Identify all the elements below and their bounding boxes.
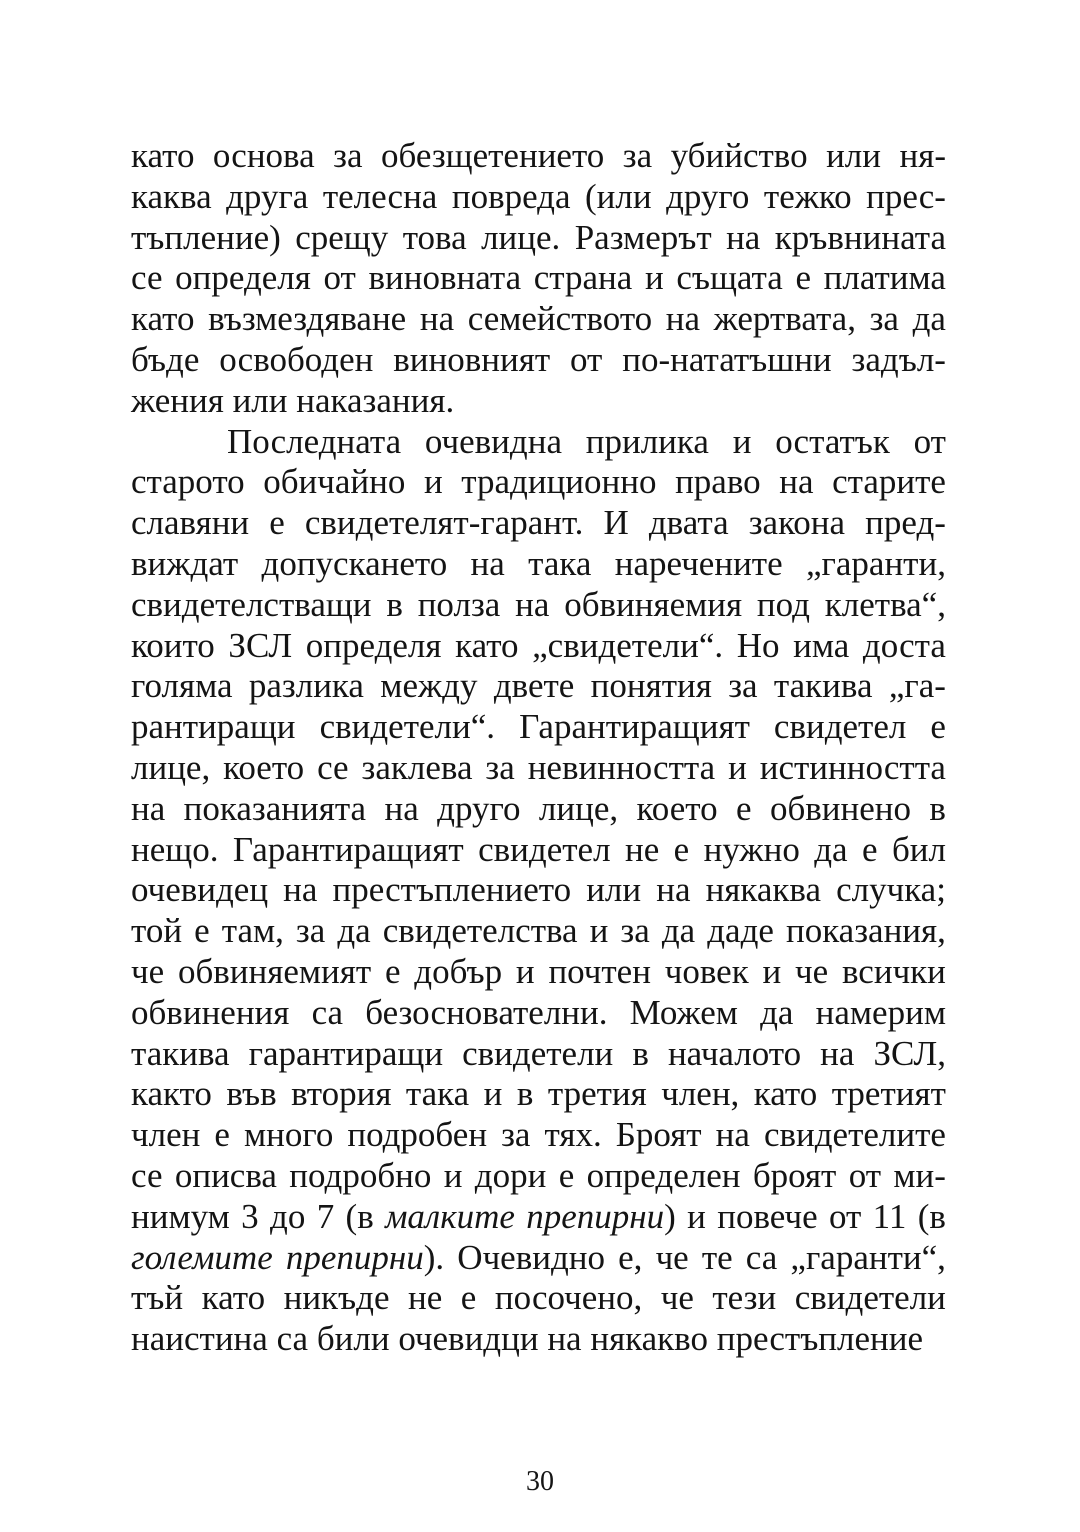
- text-line: [131, 789, 946, 830]
- text-line: [131, 911, 946, 952]
- word: които: [131, 625, 215, 665]
- word: тъй: [131, 1278, 184, 1318]
- word: бъде: [131, 339, 200, 379]
- word: друго: [437, 788, 521, 828]
- word: в: [632, 1033, 649, 1073]
- word: семейството: [467, 299, 653, 339]
- word: и: [589, 911, 609, 951]
- word: третият: [831, 1074, 946, 1114]
- word: по-нататъшни: [622, 339, 832, 379]
- word: показанията: [183, 788, 367, 828]
- word: че: [660, 1278, 694, 1318]
- word: началото: [667, 1033, 802, 1073]
- word: добър: [414, 951, 503, 991]
- word: посочено,: [494, 1278, 643, 1318]
- word: убийство: [670, 136, 808, 175]
- word: очевидци: [398, 1319, 539, 1359]
- word: свидетелите: [763, 1115, 946, 1155]
- text-line: [131, 544, 946, 585]
- word: и: [515, 951, 535, 991]
- word: в: [386, 584, 403, 624]
- word: член: [131, 1115, 201, 1155]
- word: от: [323, 258, 356, 298]
- word: или: [586, 870, 642, 910]
- word: ЗСЛ,: [873, 1033, 946, 1073]
- word: обезщетението: [381, 136, 605, 175]
- word: малките: [385, 1196, 515, 1236]
- word: на: [283, 870, 318, 910]
- word: жертвата,: [713, 299, 856, 339]
- text-line: [131, 1156, 946, 1197]
- word: на: [470, 543, 505, 583]
- word: е: [558, 1155, 575, 1195]
- word: много: [243, 1115, 334, 1155]
- word: дори: [474, 1155, 547, 1195]
- text-line: [131, 1074, 946, 1115]
- text-line: [131, 258, 946, 299]
- word: в: [929, 788, 946, 828]
- word: никъде: [283, 1278, 390, 1318]
- word: това: [402, 217, 467, 257]
- word: определя: [175, 258, 311, 298]
- word: истинността: [759, 747, 946, 787]
- text-line: [131, 422, 946, 463]
- word: същата: [676, 258, 783, 298]
- text-line: [131, 503, 946, 544]
- word: на: [820, 1033, 855, 1073]
- word: е: [269, 503, 285, 543]
- word: е: [795, 258, 812, 298]
- word: на: [419, 299, 455, 339]
- word: и: [644, 258, 664, 298]
- word: и: [483, 1074, 503, 1114]
- word: невинността: [527, 747, 716, 787]
- paragraph: [131, 136, 946, 422]
- word: те: [701, 1237, 733, 1277]
- word: втория: [291, 1074, 392, 1114]
- text-line: [131, 870, 946, 911]
- word: обвиняемият: [177, 951, 372, 991]
- text-line: [131, 177, 946, 218]
- word: задъл-: [851, 339, 946, 379]
- word: големите: [131, 1237, 273, 1277]
- word: право: [675, 462, 761, 502]
- word: срещу: [295, 217, 389, 257]
- word: и: [443, 1155, 463, 1195]
- word: даде: [707, 911, 774, 951]
- word: обвиняемия: [564, 584, 743, 624]
- word: „свидетели“.: [532, 625, 724, 665]
- word: престъпление: [716, 1319, 924, 1359]
- text-line: [131, 1278, 946, 1319]
- word: както: [131, 1074, 212, 1114]
- word: престъплението: [332, 870, 572, 910]
- word: намерим: [815, 992, 946, 1032]
- word: клетва“,: [824, 584, 946, 624]
- word: старото: [131, 462, 245, 502]
- word: на: [131, 788, 166, 828]
- word: да: [912, 299, 946, 339]
- word: свидетелстващи: [131, 584, 372, 624]
- text-line: [131, 1319, 946, 1360]
- word: почтен: [548, 951, 651, 991]
- word: тъпление): [131, 217, 281, 257]
- word: разлика: [248, 666, 364, 706]
- word: на: [547, 1319, 582, 1359]
- word: на: [726, 217, 761, 257]
- word: подробен: [347, 1115, 488, 1155]
- word: някаква: [705, 870, 822, 910]
- text-line: [131, 136, 946, 177]
- text-line: [131, 626, 946, 667]
- word: за: [728, 666, 758, 706]
- word: виждат: [131, 543, 239, 583]
- text-line: [131, 1238, 946, 1279]
- word: случка;: [836, 870, 946, 910]
- word: полза: [417, 584, 501, 624]
- word: традиционно: [461, 462, 657, 502]
- word: не: [408, 1278, 443, 1318]
- word: е: [862, 829, 878, 869]
- word: (в: [345, 1196, 374, 1236]
- word: Но: [736, 625, 780, 665]
- word: и: [728, 747, 747, 787]
- word: славяни: [131, 503, 250, 543]
- word: „га-: [888, 666, 946, 706]
- word: нужно: [703, 829, 800, 869]
- word: свидетелства: [382, 911, 578, 951]
- word: той: [131, 911, 183, 951]
- word: определя: [305, 625, 442, 665]
- word: описва: [174, 1155, 277, 1195]
- word: прилика: [585, 421, 709, 461]
- word: показания,: [785, 911, 946, 951]
- word: обичайно: [263, 462, 406, 502]
- word: свидетели: [794, 1278, 946, 1318]
- word: очевидна: [424, 421, 562, 461]
- word: препирни): [526, 1196, 676, 1236]
- word: доста: [862, 625, 946, 665]
- text-line: [131, 462, 946, 503]
- word: Броят: [615, 1115, 702, 1155]
- word: наречените: [614, 543, 783, 583]
- word: основа: [212, 136, 315, 175]
- word: каква: [131, 176, 212, 216]
- word: като: [131, 299, 195, 339]
- word: двете: [493, 666, 575, 706]
- word: че: [131, 951, 165, 991]
- word: (в: [917, 1196, 946, 1236]
- text-line: [131, 830, 946, 871]
- text-line: [131, 299, 946, 340]
- text-line: [131, 218, 946, 259]
- word: е,: [618, 1237, 643, 1277]
- word: друга: [226, 176, 309, 216]
- word: очевидец: [131, 870, 269, 910]
- word: има: [793, 625, 850, 665]
- word: и: [423, 462, 443, 502]
- word: телесна: [322, 176, 438, 216]
- word: жения: [131, 380, 224, 420]
- word: свидетели“.: [319, 707, 496, 747]
- word: бил: [891, 829, 946, 869]
- word: във: [226, 1074, 277, 1114]
- word: и: [732, 421, 752, 461]
- text-line: [131, 585, 946, 626]
- word: пред-: [865, 503, 946, 543]
- word: „гаранти,: [805, 543, 946, 583]
- word: Последната: [227, 421, 402, 461]
- word: (или: [585, 176, 652, 216]
- word: тях.: [544, 1115, 602, 1155]
- word: член,: [661, 1074, 740, 1114]
- word: което: [636, 788, 718, 828]
- word: да: [760, 992, 794, 1032]
- word: голяма: [131, 666, 233, 706]
- word: възмездяване: [208, 299, 407, 339]
- word: от: [848, 1155, 882, 1195]
- word: което: [223, 747, 305, 787]
- word: на: [515, 584, 550, 624]
- word: и: [687, 1196, 706, 1236]
- text-line: [131, 707, 946, 748]
- word: и: [762, 951, 782, 991]
- word: за: [620, 911, 650, 951]
- word: прес-: [866, 176, 946, 216]
- word: гарантиращи: [248, 1033, 444, 1073]
- word: е: [214, 1115, 230, 1155]
- word: такива: [131, 1033, 230, 1073]
- word: нимум: [131, 1196, 230, 1236]
- word: свидетелят-гарант.: [304, 503, 584, 543]
- word: е: [735, 788, 752, 828]
- word: че: [795, 951, 829, 991]
- word: Размерът: [574, 217, 712, 257]
- word: е: [930, 707, 946, 747]
- word: на: [715, 1115, 750, 1155]
- word: човек: [664, 951, 749, 991]
- word: като: [455, 625, 519, 665]
- text-line: [131, 748, 946, 789]
- word: тежко: [763, 176, 852, 216]
- word: друго: [666, 176, 750, 216]
- text-line: [131, 381, 946, 422]
- text-line: [131, 666, 946, 707]
- word: платима: [823, 258, 946, 298]
- word: под: [756, 584, 810, 624]
- word: някакво: [590, 1319, 708, 1359]
- page-number: 30: [526, 1466, 554, 1497]
- word: да: [337, 911, 371, 951]
- word: такива: [773, 666, 873, 706]
- word: не: [624, 829, 660, 869]
- word: повече: [717, 1196, 818, 1236]
- word: понятия: [590, 666, 712, 706]
- text-line: [131, 1034, 946, 1075]
- word: 11: [872, 1196, 907, 1236]
- word: от: [570, 339, 603, 379]
- word: да: [661, 911, 696, 951]
- word: броят: [752, 1155, 837, 1195]
- word: така: [528, 543, 592, 583]
- text-line: [131, 1197, 946, 1238]
- word: допускането: [261, 543, 448, 583]
- word: за: [622, 136, 653, 175]
- word: се: [317, 747, 349, 787]
- word: там,: [221, 911, 284, 951]
- word: всички: [841, 951, 946, 991]
- word: И: [603, 503, 629, 543]
- word: е: [460, 1278, 477, 1318]
- word: за: [295, 911, 326, 951]
- word: свидетел: [478, 829, 611, 869]
- word: на: [779, 462, 814, 502]
- word: за: [869, 299, 899, 339]
- word: ня-: [899, 136, 946, 175]
- word: определен: [586, 1155, 741, 1195]
- word: заклева: [361, 747, 473, 787]
- word: е: [194, 911, 210, 951]
- word: старите: [832, 462, 946, 502]
- word: лице,: [538, 788, 619, 828]
- word: виновният: [393, 339, 551, 379]
- word: е: [673, 829, 690, 869]
- word: остатък: [775, 421, 890, 461]
- word: свидетели: [462, 1033, 614, 1073]
- word: наказания.: [296, 380, 455, 420]
- word: е: [384, 951, 401, 991]
- word: били: [316, 1319, 390, 1359]
- word: двата: [648, 503, 729, 543]
- word: за: [333, 136, 363, 175]
- word: освободен: [219, 339, 374, 379]
- word: Очевидно: [457, 1237, 606, 1277]
- word: виновната: [368, 258, 522, 298]
- word: на: [665, 299, 701, 339]
- word: Гарантиращият: [232, 829, 464, 869]
- word: ми-: [893, 1155, 946, 1195]
- word: свидетел: [773, 707, 907, 747]
- word: ЗСЛ: [228, 625, 293, 665]
- word: от: [913, 421, 946, 461]
- word: или: [826, 136, 881, 175]
- word: като: [201, 1278, 266, 1318]
- word: за: [485, 747, 515, 787]
- word: 3: [241, 1196, 259, 1236]
- word: от: [828, 1196, 862, 1236]
- word: лице,: [131, 747, 211, 787]
- word: че: [655, 1237, 689, 1277]
- word: препирни).: [285, 1237, 445, 1277]
- word: лице.: [481, 217, 561, 257]
- word: „гаранти“,: [790, 1237, 946, 1277]
- word: Гарантиращият: [519, 707, 750, 747]
- word: или: [232, 380, 288, 420]
- word: третия: [547, 1074, 647, 1114]
- word: обвинено: [769, 788, 911, 828]
- word: кръвнината: [774, 217, 946, 257]
- word: се: [131, 258, 163, 298]
- word: като: [753, 1074, 818, 1114]
- body-text: [131, 136, 946, 1360]
- word: са: [745, 1237, 778, 1277]
- word: като: [131, 136, 195, 175]
- word: закона: [748, 503, 846, 543]
- word: безоснователни.: [365, 992, 608, 1032]
- word: обвинения: [131, 992, 290, 1032]
- word: наистина: [131, 1319, 268, 1359]
- word: рантиращи: [131, 707, 296, 747]
- word: между: [380, 666, 478, 706]
- word: на: [384, 788, 419, 828]
- word: нещо.: [131, 829, 219, 869]
- word: страна: [533, 258, 633, 298]
- word: 7: [316, 1196, 335, 1236]
- word: Можем: [629, 992, 738, 1032]
- word: на: [656, 870, 691, 910]
- text-line: [131, 952, 946, 993]
- word: така: [405, 1074, 470, 1114]
- text-line: [131, 993, 946, 1034]
- word: подробно: [289, 1155, 432, 1195]
- word: повреда: [451, 176, 571, 216]
- text-line: [131, 1115, 946, 1156]
- word: са: [276, 1319, 309, 1359]
- word: в: [516, 1074, 534, 1114]
- word: са: [311, 992, 344, 1032]
- word: се: [131, 1155, 163, 1195]
- word: за: [501, 1115, 531, 1155]
- paragraph: [131, 422, 946, 1360]
- word: да: [814, 829, 848, 869]
- word: до: [270, 1196, 306, 1236]
- text-line: [131, 340, 946, 381]
- word: тези: [712, 1278, 777, 1318]
